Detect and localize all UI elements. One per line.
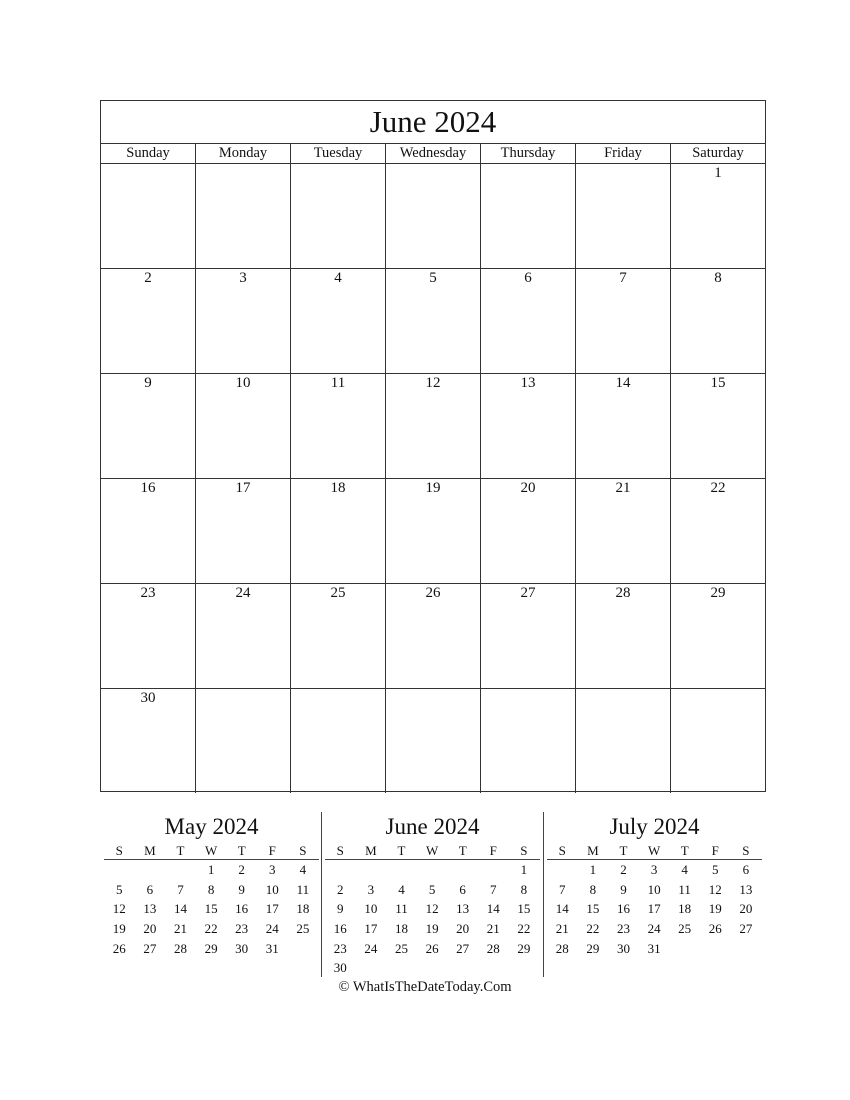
mini-day [478,860,509,880]
week-row [101,584,765,689]
mini-day [356,958,387,978]
mini-day: 8 [589,881,597,897]
mini-day [325,860,356,880]
mini-day: 14 [555,901,569,917]
day-cell: 5 [386,269,481,373]
mini-day: 10 [265,881,279,897]
mini-day: 18 [394,921,408,937]
day-cell: 2 [101,269,196,373]
day-cell: 9 [101,374,196,478]
mini-day: 25 [678,921,692,937]
footer-credit: © WhatIsTheDateToday.Com [338,979,512,995]
mini-day: 25 [394,940,408,956]
mini-day: 13 [143,901,157,917]
mini-day: 28 [555,940,569,956]
mini-week-row [547,939,762,959]
mini-weekday-label: M [587,843,599,858]
mini-day [447,958,478,978]
mini-day: 22 [586,921,600,937]
mini-day: 21 [173,921,187,937]
mini-week-row [547,860,762,880]
mini-day: 10 [364,901,378,917]
mini-day: 16 [235,901,249,917]
mini-day: 31 [265,940,279,956]
day-cell: 28 [576,584,671,688]
day-cell [386,164,481,268]
mini-day [547,860,578,880]
mini-day: 23 [616,921,630,937]
mini-day: 8 [520,881,528,897]
mini-day: 24 [265,921,279,937]
day-cell: 8 [714,270,722,286]
mini-day: 2 [337,881,344,897]
day-cell [671,689,765,793]
day-cell: 1 [714,165,722,181]
mini-weekday-label: T [680,843,689,858]
day-cell: 3 [196,269,291,373]
mini-day: 11 [678,881,691,897]
day-cell: 21 [576,479,671,583]
mini-week-row [104,919,319,939]
mini-weekday-label: W [647,843,661,858]
day-cell [481,689,576,793]
mini-day: 24 [364,940,378,956]
week-row [101,269,765,374]
day-cell: 10 [196,374,291,478]
day-cell [101,164,196,268]
mini-day: 20 [739,901,753,917]
mini-day: 5 [428,881,436,897]
day-cell [576,689,671,793]
mini-weekday-label: F [711,843,719,858]
mini-day: 7 [177,881,184,897]
day-cell: 27 [481,584,576,688]
weekday-label: Thursday [481,143,576,163]
day-cell: 19 [386,479,481,583]
mini-day: 1 [520,862,528,877]
mini-day [478,958,509,978]
mini-week-row [104,899,319,919]
mini-day: 29 [586,940,600,956]
mini-day: 3 [650,862,658,877]
mini-day: 18 [678,901,692,917]
mini-day: 26 [425,940,439,956]
mini-day: 23 [235,921,249,937]
weekday-label: Wednesday [386,143,481,163]
mini-day [135,860,166,880]
mini-day: 27 [143,940,157,956]
day-cell: 26 [386,584,481,688]
day-cell: 24 [196,584,291,688]
mini-calendar-title: July 2024 [609,814,700,839]
mini-day: 15 [586,901,600,917]
mini-day [356,860,387,880]
mini-week-row [325,860,540,880]
mini-week-row [325,899,540,919]
mini-day: 13 [739,881,753,897]
mini-week-row [547,919,762,939]
mini-divider [321,812,322,977]
mini-weekday-label: T [619,843,628,858]
main-calendar [100,100,766,792]
mini-weekday-label: S [299,843,307,858]
mini-divider [543,812,544,977]
day-cell: 30 [101,689,196,793]
mini-week-row [104,939,319,959]
mini-day: 1 [589,862,597,877]
day-cell: 22 [710,480,726,496]
weekday-label: Sunday [101,143,196,163]
mini-day: 16 [616,901,630,917]
week-row [101,374,765,479]
mini-day: 7 [559,881,566,897]
mini-day: 23 [333,940,347,956]
mini-day: 12 [708,881,722,897]
mini-day [700,939,731,959]
mini-weekday-label: W [204,843,218,858]
mini-day: 6 [146,881,154,897]
week-row [101,479,765,584]
mini-weekday-row [104,842,319,860]
mini-weekday-row [547,842,762,860]
day-cell: 15 [710,375,726,391]
calendar-grid [101,164,765,793]
mini-day: 11 [296,881,310,897]
mini-day: 8 [207,881,215,897]
mini-day: 21 [555,921,569,937]
mini-day: 4 [299,862,307,877]
mini-day [417,958,448,978]
day-cell [196,164,291,268]
mini-weekday-label: T [237,843,246,858]
mini-day: 22 [517,921,531,937]
mini-weekday-label: T [397,843,406,858]
mini-day: 24 [647,921,661,937]
mini-day: 21 [486,921,500,937]
mini-day: 30 [333,960,347,976]
mini-day: 2 [620,862,627,877]
day-cell: 23 [101,584,196,688]
mini-day: 28 [173,940,187,956]
mini-calendar-title: May 2024 [164,814,259,839]
mini-day: 11 [395,901,408,917]
mini-day: 7 [490,881,497,897]
mini-day: 31 [647,940,661,956]
mini-day [731,939,762,959]
day-cell [386,689,481,793]
mini-day: 14 [486,901,500,917]
mini-day: 27 [456,940,470,956]
mini-day: 3 [269,862,276,877]
mini-weekday-label: S [520,843,528,858]
mini-day: 6 [742,862,750,877]
mini-day: 9 [337,901,344,917]
mini-weekday-label: M [365,843,377,858]
mini-day: 12 [425,901,439,917]
week-row [101,689,765,793]
mini-day: 2 [238,862,245,877]
day-cell [291,164,386,268]
calendar-title: June 2024 [101,101,765,144]
day-cell: 12 [386,374,481,478]
mini-day: 10 [647,881,661,897]
mini-day: 14 [173,901,187,917]
mini-weekday-label: F [268,843,276,858]
weekday-label: Friday [576,143,671,163]
mini-day [386,860,417,880]
mini-day: 19 [708,901,722,917]
mini-day [165,860,196,880]
day-cell [481,164,576,268]
weekday-label: Tuesday [291,143,386,163]
mini-weekday-label: T [176,843,185,858]
mini-week-row [547,880,762,900]
mini-day: 4 [681,862,688,877]
day-cell: 4 [291,269,386,373]
mini-week-row [325,880,540,900]
mini-day: 25 [296,921,310,937]
mini-day [386,958,417,978]
mini-calendar-title: June 2024 [385,814,480,839]
mini-day: 3 [367,881,375,897]
mini-weekday-label: S [336,843,344,858]
mini-week-row [104,880,319,900]
day-cell: 11 [291,374,386,478]
mini-day [447,860,478,880]
week-row [101,164,765,269]
mini-day: 26 [708,921,722,937]
mini-day: 9 [620,881,627,897]
mini-day: 15 [517,901,531,917]
mini-week-row [325,958,540,978]
mini-day: 13 [456,901,470,917]
mini-day: 16 [333,921,347,937]
day-cell [291,689,386,793]
day-cell: 29 [710,585,726,601]
mini-day: 17 [647,901,661,917]
mini-day: 4 [398,881,405,897]
mini-day: 26 [112,940,126,956]
mini-day [669,939,700,959]
mini-week-row [547,899,762,919]
mini-day [417,860,448,880]
mini-day: 29 [517,940,531,956]
mini-weekday-label: W [425,843,439,858]
weekday-header-row [101,143,765,164]
mini-day: 20 [456,921,470,937]
mini-day: 5 [116,881,123,897]
day-cell: 25 [291,584,386,688]
mini-weekday-row [325,842,540,860]
mini-day: 30 [616,940,630,956]
day-cell [196,689,291,793]
mini-day: 27 [739,921,753,937]
mini-day: 19 [112,921,126,937]
mini-day: 18 [296,901,310,917]
mini-calendar-may [104,812,319,958]
mini-calendar-july [547,812,762,958]
mini-week-row [325,939,540,959]
weekday-label: Monday [196,143,291,163]
mini-day [509,958,540,978]
mini-day: 29 [204,940,218,956]
mini-day [288,939,319,959]
mini-day: 17 [364,921,378,937]
mini-week-row [104,860,319,880]
day-cell: 18 [291,479,386,583]
mini-day: 5 [712,862,719,877]
day-cell: 17 [196,479,291,583]
mini-day: 12 [112,901,126,917]
mini-weekday-label: S [742,843,750,858]
mini-weekday-label: M [144,843,156,858]
mini-day: 19 [425,921,439,937]
mini-weekday-label: F [489,843,497,858]
mini-day: 9 [238,881,245,897]
day-cell: 20 [481,479,576,583]
day-cell: 6 [481,269,576,373]
mini-day: 6 [459,881,466,897]
mini-calendar-june [325,812,540,978]
mini-day: 28 [486,940,500,956]
day-cell: 7 [576,269,671,373]
mini-weekday-label: T [458,843,467,858]
mini-day: 30 [235,940,249,956]
mini-weekday-label: S [115,843,123,858]
weekday-label: Saturday [692,145,744,161]
mini-day: 1 [207,862,215,877]
mini-day: 15 [204,901,218,917]
mini-weekday-label: S [558,843,566,858]
mini-day: 17 [265,901,279,917]
day-cell: 13 [481,374,576,478]
mini-day: 20 [143,921,157,937]
day-cell: 16 [101,479,196,583]
mini-week-row [325,919,540,939]
day-cell: 14 [576,374,671,478]
mini-day [104,860,135,880]
day-cell [576,164,671,268]
mini-day: 22 [204,921,218,937]
